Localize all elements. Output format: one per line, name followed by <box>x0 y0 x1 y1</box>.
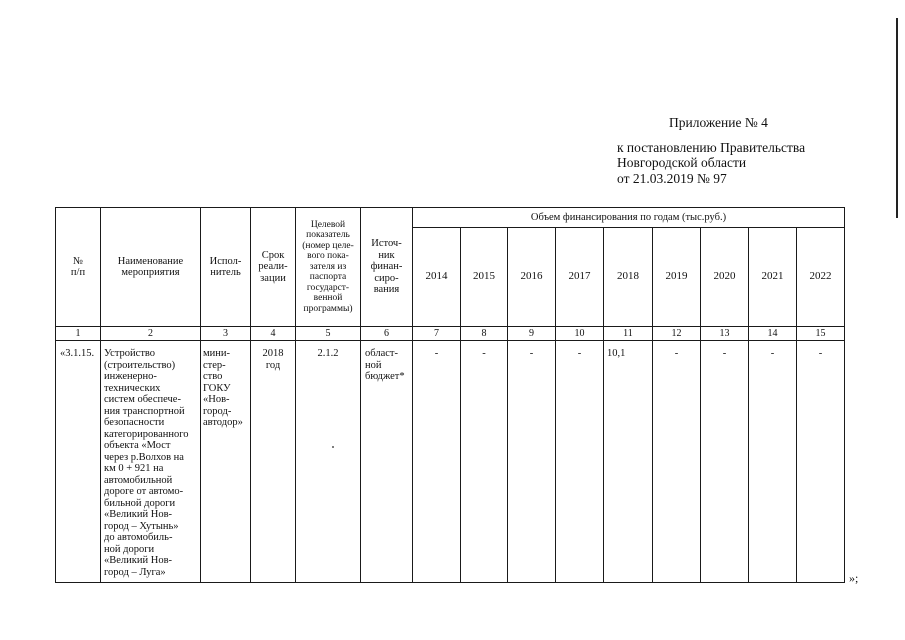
appendix-region-line: Новгородской области <box>617 155 747 170</box>
column-number: 9 <box>529 327 534 339</box>
column-number: 3 <box>223 327 228 339</box>
column-number: 4 <box>270 327 276 339</box>
header-executor: Испол- нитель <box>209 255 242 278</box>
header-year: 2021 <box>761 270 784 283</box>
row-value: - <box>482 348 486 359</box>
column-number: 14 <box>767 327 778 339</box>
column-number: 10 <box>574 327 585 339</box>
row-value: - <box>818 348 823 359</box>
header-year: 2020 <box>713 270 736 283</box>
header-num: № п/п <box>70 255 86 278</box>
column-number: 13 <box>719 327 730 339</box>
header-year: 2016 <box>520 270 543 283</box>
header-year: 2018 <box>617 270 639 283</box>
row-source: област- ной бюджет* <box>365 348 405 382</box>
header-year: 2015 <box>473 270 495 283</box>
row-value: - <box>722 348 727 359</box>
scan-speck <box>332 446 334 448</box>
col-line-15 <box>844 207 845 583</box>
row-term: 2018 год <box>262 348 284 371</box>
header-name: Наименование мероприятия <box>117 255 184 278</box>
row-name: Устройство (строительство) инженерно- технических систем обеспече- ния транспортной безопасности категорированного объекта «Мост через р.Волхов на км 0 + 921 на автомобильной дороге от автомо- бильной дороги «Великий Нов- город – Хутынь» до автомобиль- ной дороги «Великий Нов- город – Луга» <box>104 348 189 578</box>
column-number: 5 <box>325 327 331 339</box>
row-value: - <box>674 348 679 359</box>
column-number: 2 <box>148 327 153 339</box>
row-value: - <box>577 348 582 359</box>
appendix-date-line: от 21.03.2019 № 97 <box>617 170 727 186</box>
numbers-row-bottom-line <box>55 340 845 341</box>
table-border-bottom <box>55 582 845 583</box>
column-number: 15 <box>815 327 826 339</box>
header-target: Целевой показатель (номер целе- вого пока- зателя из паспорта государст- венной программы) <box>302 219 354 314</box>
row-executor: мини- стер- ство ГОКУ «Нов- город- автодор» <box>203 348 243 428</box>
closing-quote: »; <box>849 571 859 585</box>
header-funding-group: Объем финансирования по годам (тыс.руб.) <box>530 211 727 223</box>
column-number: 7 <box>434 327 439 339</box>
row-value: - <box>770 348 775 359</box>
row-num: «3.1.15. <box>60 348 95 359</box>
header-year: 2019 <box>665 270 688 283</box>
row-target: 2.1.2 <box>317 348 339 359</box>
header-year: 2017 <box>568 270 591 283</box>
header-year: 2014 <box>425 270 448 283</box>
header-term: Срок реали- зации <box>258 249 288 284</box>
column-number: 6 <box>384 327 389 339</box>
row-value: - <box>434 348 439 359</box>
header-source: Источ- ник финан- сиро- вания <box>370 238 403 296</box>
column-number: 1 <box>75 327 81 339</box>
appendix-header <box>617 115 805 186</box>
funding-table <box>55 207 845 583</box>
row-value: 10,1 <box>607 348 626 359</box>
column-number: 12 <box>671 327 682 339</box>
column-number: 8 <box>481 327 487 339</box>
row-value: - <box>529 348 534 359</box>
appendix-decree-line: к постановлению Правительства <box>617 139 806 155</box>
header-year: 2022 <box>809 270 832 283</box>
appendix-title: Приложение № 4 <box>669 115 768 130</box>
column-number: 11 <box>623 327 633 339</box>
scan-edge-line <box>896 18 898 218</box>
